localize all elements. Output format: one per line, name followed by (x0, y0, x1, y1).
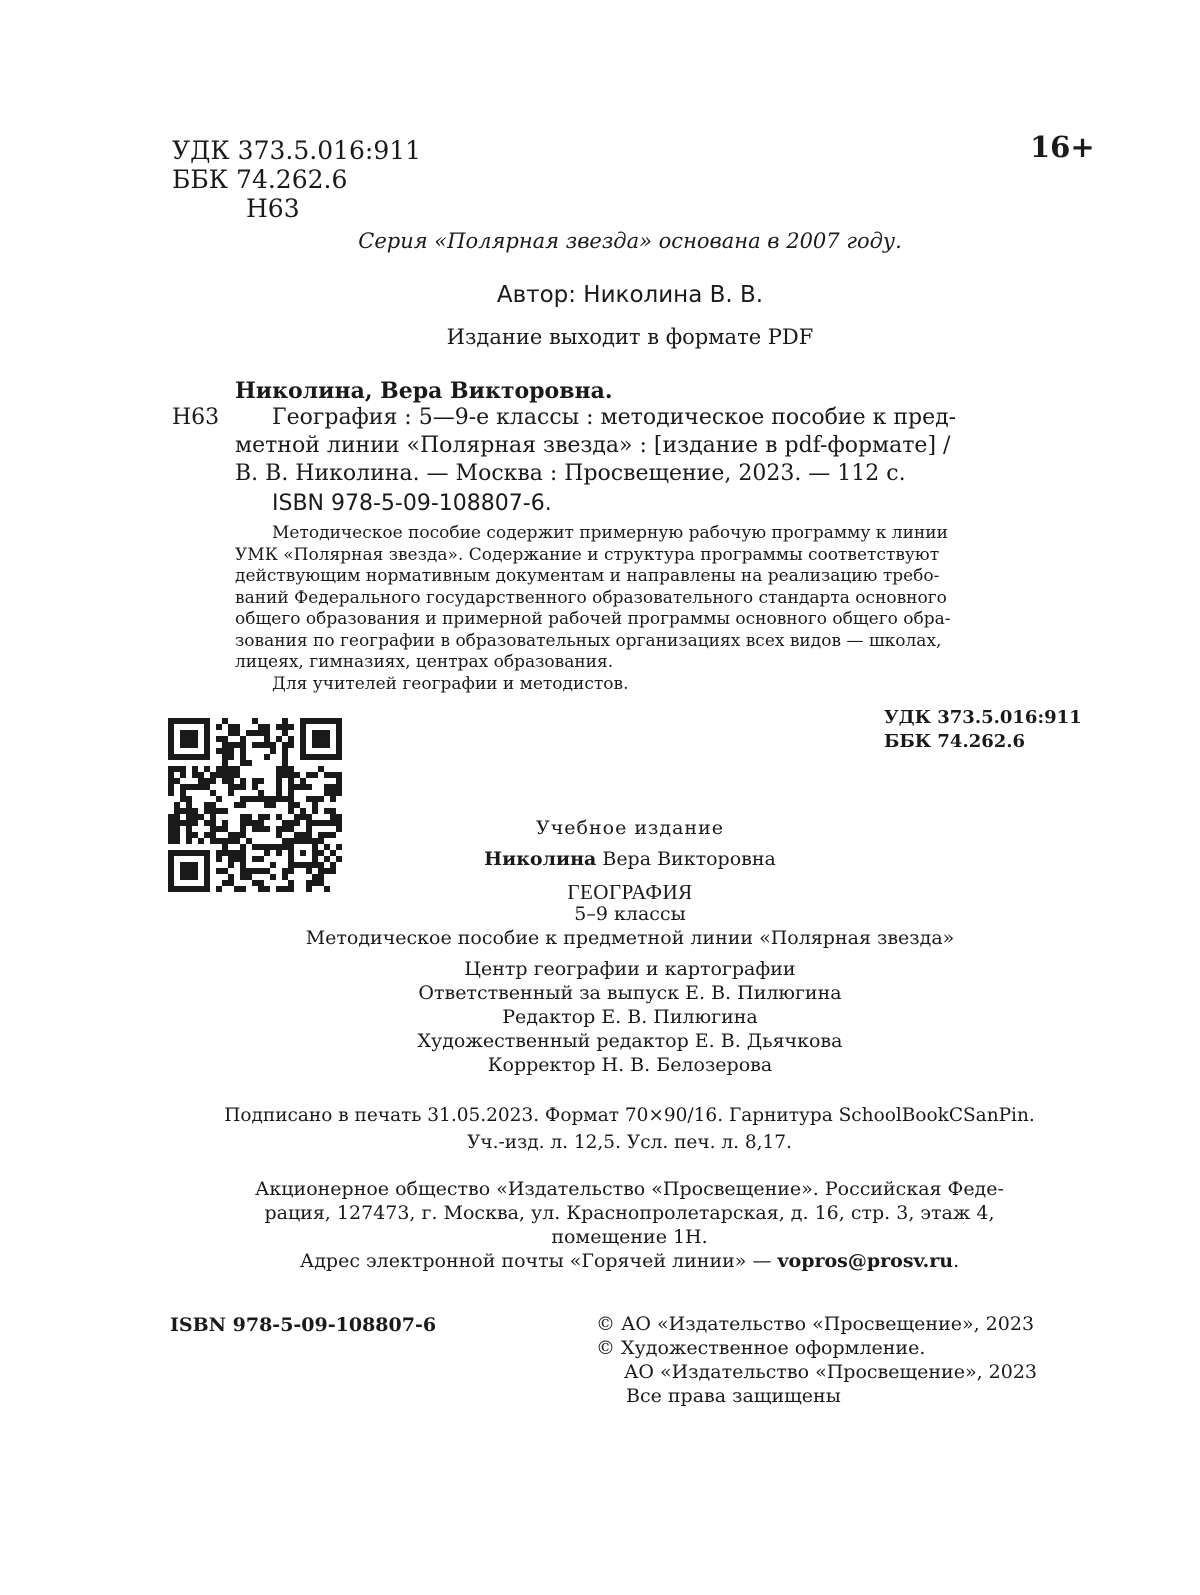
proofreader: Корректор Н. В. Белозерова (487, 1054, 773, 1076)
author-line: Автор: Николина В. В. (496, 282, 764, 308)
abstract-line: зования по географии в образовательных организациях всех видов — школах, (235, 630, 942, 651)
publisher-info (172, 1177, 1087, 1273)
colophon-author (150, 847, 1110, 871)
art-editor: Художественный редактор Е. В. Дьячкова (417, 1030, 843, 1052)
book-title: ГЕОГРАФИЯ (567, 880, 693, 904)
bib-line-3: В. В. Николина. — Москва : Просвещение, 2023. — 112 с. (235, 461, 906, 486)
bib-line-2: метной линии «Полярная звезда» : [издание в pdf-формате] / (235, 433, 951, 458)
copyright-1: © АО «Издательство «Просвещение», 2023 (596, 1313, 1035, 1335)
series-note: Серия «Полярная звезда» основана в 2007 году. (358, 229, 902, 253)
abstract-audience: Для учителей географии и методистов. (272, 673, 629, 694)
email-suffix: . (953, 1250, 960, 1272)
publisher-line-2: рация, 127473, г. Москва, ул. Краснопролетарская, д. 16, стр. 3, этаж 4, (264, 1202, 995, 1224)
editor: Редактор Е. В. Пилюгина (502, 1006, 758, 1028)
abstract-line: лицеях, гимназиях, центрах образования. (235, 652, 614, 672)
udk-code-2: УДК 373.5.016:911 (884, 707, 1082, 728)
bib-code: Н63 (172, 405, 220, 430)
udk-code: УДК 373.5.016:911 (172, 136, 422, 165)
bbk-code: ББК 74.262.6 (172, 165, 348, 194)
abstract-line: общего образования и примерной рабочей программы основного общего обра- (235, 609, 951, 629)
responsible: Ответственный за выпуск Е. В. Пилюгина (418, 982, 842, 1004)
copyright-2: © Художественное оформление. (596, 1337, 926, 1359)
rights: Все права защищены (626, 1385, 841, 1407)
abstract-line: действующим нормативным документам и направлены на реализацию требо- (235, 566, 940, 586)
abstract-line: Методическое пособие содержит примерную рабочую программу к линии (272, 523, 948, 543)
format-line: Издание выходит в формате PDF (446, 325, 814, 349)
email-prefix: Адрес электронной почты «Горячей линии» — (299, 1250, 778, 1272)
bib-isbn: ISBN 978-5-09-108807-6. (272, 491, 552, 516)
author-surname: Николина (484, 848, 597, 870)
book-grades: 5–9 классы (574, 903, 686, 925)
print-info (172, 1102, 1087, 1156)
abstract-line: ваний Федерального государственного образовательного стандарта основного (235, 587, 947, 608)
copyright-3: АО «Издательство «Просвещение», 2023 (624, 1361, 1037, 1383)
footer-isbn: ISBN 978-5-09-108807-6 (170, 1314, 437, 1336)
print-line-2: Уч.-изд. л. 12,5. Усл. печ. л. 8,17. (467, 1132, 792, 1153)
book-subtitle: Методическое пособие к предметной линии «Полярная звезда» (305, 927, 955, 949)
publisher-line-3: помещение 1Н. (551, 1226, 708, 1248)
age-rating: 16+ (1030, 130, 1095, 164)
author-given: Вера Викторовна (596, 848, 776, 870)
colophon (150, 816, 1110, 1077)
center-name: Центр географии и картографии (464, 958, 796, 980)
copyright-block (596, 1312, 1037, 1408)
author-code: Н63 (246, 194, 300, 223)
publisher-email-line (172, 1249, 1087, 1273)
abstract-line: УМК «Полярная звезда». Содержание и структура программы соответствуют (235, 544, 940, 565)
classification-codes (884, 706, 1082, 754)
bib-author-name: Николина, Вера Викторовна. (235, 378, 613, 404)
email-link[interactable]: vopros@prosv.ru (777, 1250, 954, 1272)
abstract (235, 523, 1087, 695)
bbk-code-2: ББК 74.262.6 (884, 731, 1026, 752)
bib-line-1: География : 5—9-е классы : методическое пособие к пред- (272, 405, 957, 430)
print-line-1: Подписано в печать 31.05.2023. Формат 70×90/16. Гарнитура SchoolBookCSanPin. (224, 1105, 1035, 1126)
edition-type: Учебное издание (536, 817, 724, 839)
publisher-line-1: Акционерное общество «Издательство «Просвещение». Российская Феде- (255, 1178, 1004, 1200)
header-codes (172, 136, 421, 223)
